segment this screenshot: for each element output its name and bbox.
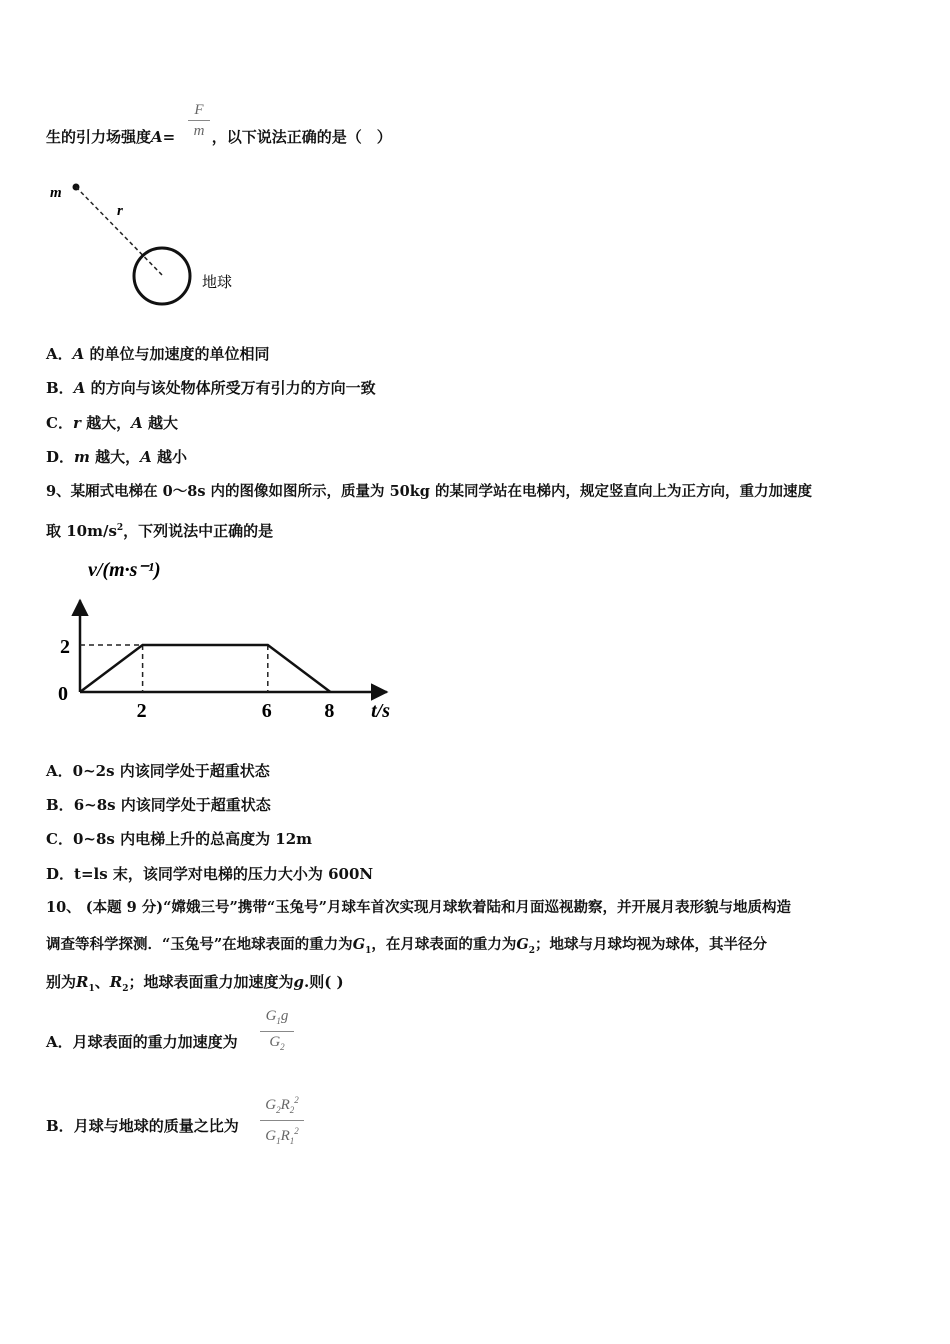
- y-axis-label: v/(m·s⁻¹): [88, 559, 161, 581]
- q9-stem-line-1: 9、某厢式电梯在 0～8s 内的图像如图所示，质量为 50kg 的某同学站在电梯内，规定竖直向上为正方向，重力加速度: [46, 483, 812, 500]
- q9-option-b[interactable]: B．6~8s 内该同学处于超重状态: [46, 796, 271, 814]
- earth-label: 地球: [202, 275, 233, 291]
- earth-circle: [134, 248, 190, 304]
- distance-line: [76, 187, 164, 277]
- q10-stem-line-3: 别为$R_1$、$R_2$；地球表面重力加速度为g.则( ): [46, 973, 344, 994]
- q10-option-b-formula: $G_2R_2^2$ $G_1R_1^2$: [260, 1091, 304, 1150]
- y-tick-label: 2: [60, 636, 70, 658]
- q10-stem-line-2: 调查等科学探测．“玉兔号”在地球表面的重力为$G_1$，在月球表面的重力为$G_2$；地球与月球均视为球体，其半径分: [46, 936, 767, 956]
- x-tick-label: 6: [261, 700, 272, 722]
- mass-label: m: [50, 185, 62, 201]
- x-tick-label: 2: [136, 700, 147, 722]
- q9-option-d[interactable]: D．t=ls 末，该同学对电梯的压力大小为 600N: [46, 865, 374, 883]
- q8-option-b[interactable]: B．A 的方向与该处物体所受万有引力的方向一致: [46, 379, 376, 397]
- q8-option-c[interactable]: C．r 越大，A 越大: [46, 414, 178, 432]
- q9-option-c[interactable]: C．0~8s 内电梯上升的总高度为 12m: [46, 830, 313, 848]
- x-axis-label: t/s: [371, 700, 390, 722]
- q8-formula-f-over-m: F m: [188, 101, 210, 140]
- q8-option-a[interactable]: A．A 的单位与加速度的单位相同: [46, 345, 270, 363]
- q10-stem-line-1: 10、 (本题 9 分)“嫦娥三号”携带“玉兔号”月球车首次实现月球软着陆和月面巡视勘察，并开展月表形貌与地质构造: [46, 899, 791, 916]
- velocity-series-line: [80, 645, 330, 692]
- origin-label: 0: [58, 683, 68, 705]
- x-tick-label: 8: [324, 700, 335, 722]
- q9-option-a[interactable]: A．0~2s 内该同学处于超重状态: [46, 762, 270, 780]
- gravity-field-figure: [44, 175, 254, 310]
- q10-option-a[interactable]: A．月球表面的重力加速度为: [46, 1033, 238, 1051]
- q10-option-a-formula: $G_1g$ $G_2$: [260, 1007, 294, 1056]
- q9-stem-line-2: 取 $10m/s^2$，下列说法中正确的是: [46, 522, 274, 540]
- q10-option-b[interactable]: B．月球与地球的质量之比为: [46, 1117, 239, 1135]
- q8-stem: 生的引力场强度A= ，以下说法正确的是（ ）: [46, 128, 392, 146]
- q8-option-d[interactable]: D．m 越大，A 越小: [46, 448, 188, 466]
- distance-label: r: [117, 203, 123, 219]
- velocity-time-chart: [46, 552, 406, 747]
